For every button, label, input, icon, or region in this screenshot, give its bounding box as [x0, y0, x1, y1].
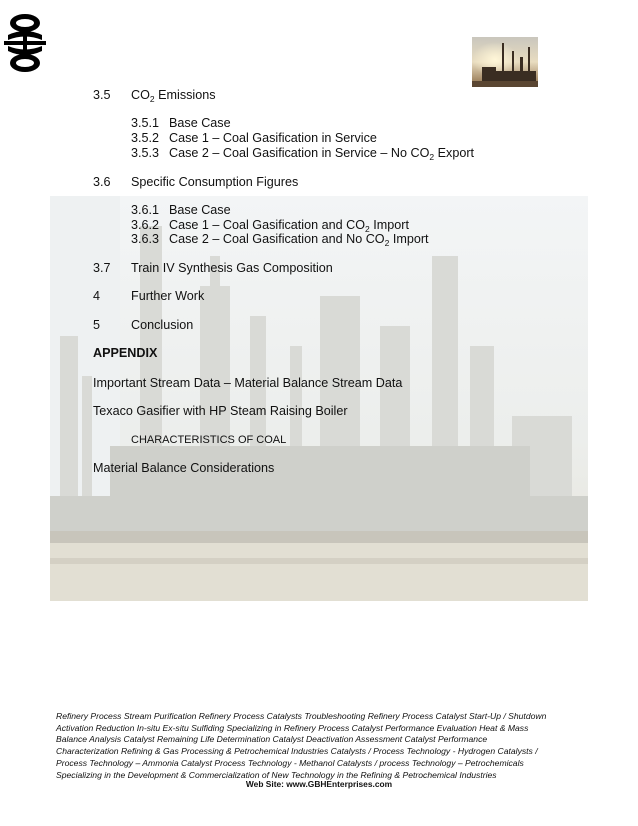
toc-number: 3.6	[93, 175, 111, 189]
toc-entry-3-6-1	[131, 203, 231, 218]
toc-entry-3-6-3	[131, 232, 429, 248]
footer-line: Process Technology – Ammonia Catalyst Process Technology - Methanol Catalysts / process Technology – Petrochemicals	[56, 757, 524, 768]
toc-number: 3.6.2	[131, 218, 160, 232]
appendix-item-stream-data: Important Stream Data – Material Balance Stream Data	[93, 376, 403, 390]
footer-line: Characterization Refining & Gas Processing & Petrochemical Industries Catalysts / Process Technology - Hydrogen Catalysts /	[56, 746, 538, 757]
toc-entry-3-5-1	[131, 116, 231, 131]
footer-line: Refinery Process Stream Purification Refinery Process Catalysts Troubleshooting Refinery Process Catalyst Start-Up / Shutdown	[56, 711, 547, 721]
toc-number: 3.7	[93, 261, 111, 275]
toc-title: Base Case	[169, 116, 231, 130]
toc-entry-3-6	[93, 175, 298, 190]
toc-number: 5	[93, 318, 101, 332]
toc-number: 3.5.3	[131, 146, 160, 160]
toc-entry-5	[93, 318, 193, 333]
toc-entry-3-7	[93, 261, 333, 276]
toc-title: Train IV Synthesis Gas Composition	[131, 261, 333, 275]
footer-line: Activation Reduction In-situ Ex-situ Sulfiding Specializing in Refinery Process Catalyst Performance Evaluation Heat & Mass	[56, 722, 529, 733]
toc-title: Base Case	[169, 203, 231, 217]
toc-entry-3-5	[93, 88, 216, 104]
toc-number: 3.5.2	[131, 131, 160, 145]
website-link[interactable]: Web Site: www.GBHEnterprises.com	[245, 779, 393, 789]
appendix-item-texaco-gasifier: Texaco Gasifier with HP Steam Raising Boiler	[93, 404, 348, 418]
appendix-item-coal-characteristics: CHARACTERISTICS OF COAL	[131, 434, 287, 446]
toc-number: 3.6.1	[131, 203, 160, 217]
toc-title: Conclusion	[131, 318, 194, 332]
appendix-heading: APPENDIX	[93, 346, 158, 360]
toc-title: Further Work	[131, 289, 205, 303]
toc-title: Specific Consumption Figures	[131, 175, 299, 189]
toc-title: Case 2 – Coal Gasification in Service – No $CO_2$ Export	[169, 146, 475, 162]
toc-title: $CO_2$ Emissions	[131, 88, 216, 104]
appendix-item-material-balance: Material Balance Considerations	[93, 461, 275, 475]
footer-line: Balance Analysis Catalyst Remaining Life Determination Catalyst Deactivation Assessment Catalyst Performance	[56, 734, 488, 745]
footer-line: Specializing in the Development & Commercialization of New Technology in the Refining & Petrochemical Industries	[56, 769, 497, 780]
toc-title: Case 1 – Coal Gasification in Service	[169, 131, 377, 145]
footer-services-text	[56, 711, 576, 781]
toc-number: 3.6.3	[131, 232, 160, 246]
toc-title: Case 1 – Coal Gasification and $CO_2$ Import	[169, 218, 409, 234]
toc-number: 3.5.1	[131, 116, 160, 130]
toc-entry-3-5-3	[131, 146, 474, 162]
toc-title: Case 2 – Coal Gasification and No $CO_2$ Import	[169, 232, 429, 248]
toc-entry-3-5-2	[131, 131, 377, 146]
toc-entry-4	[93, 289, 204, 304]
toc-number: 3.5	[93, 88, 111, 102]
toc-number: 4	[93, 289, 101, 303]
